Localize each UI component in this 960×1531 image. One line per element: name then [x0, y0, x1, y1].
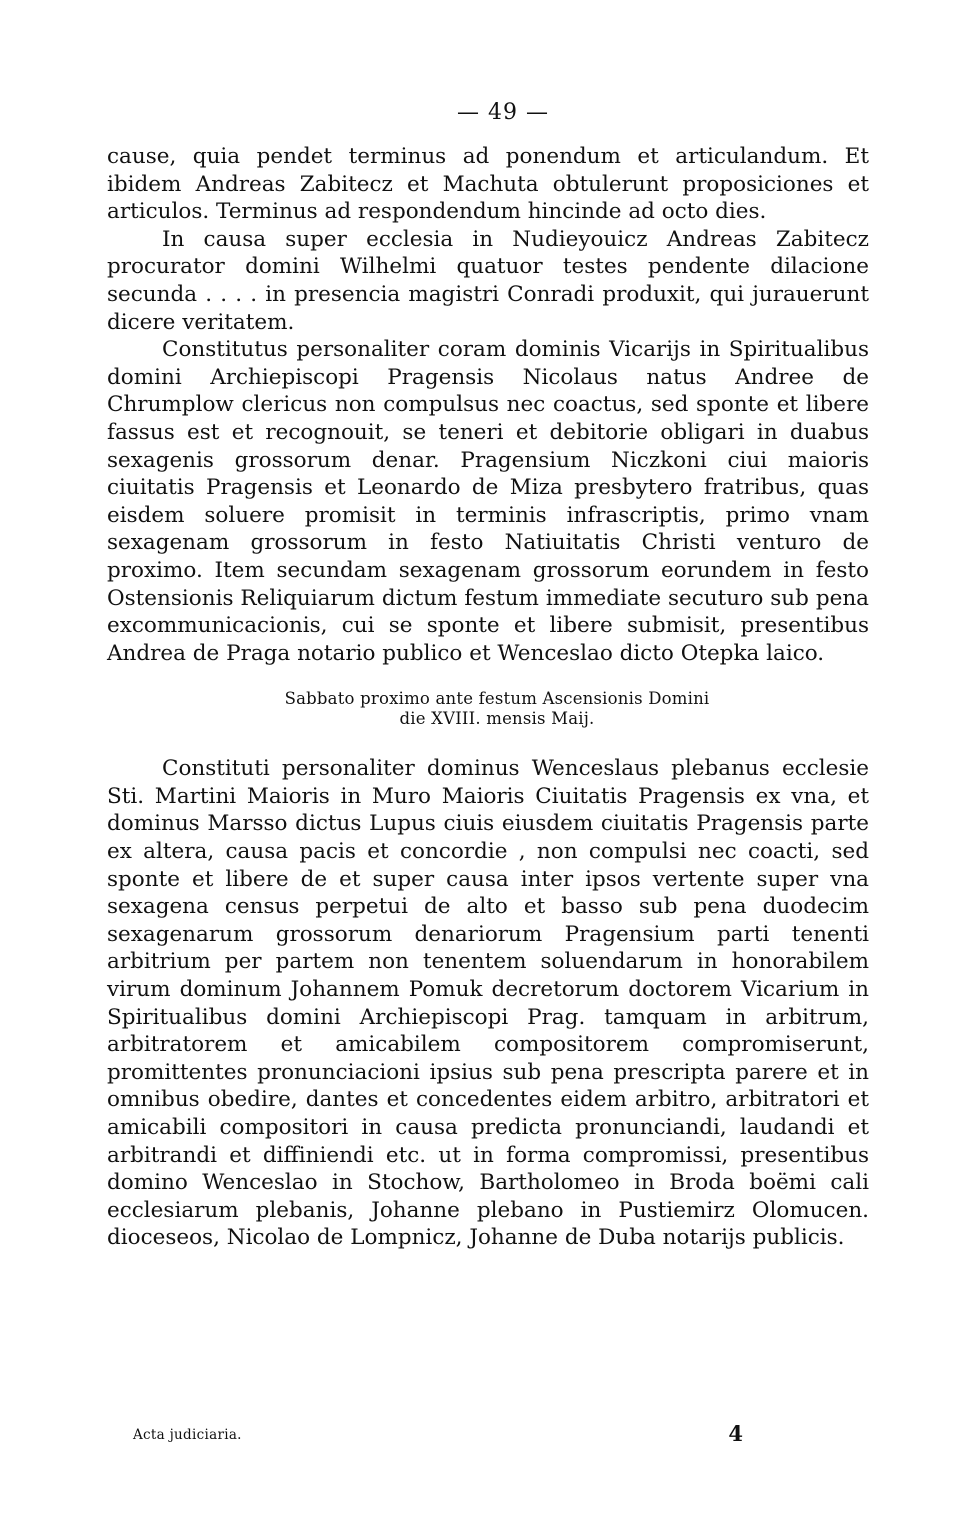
page-footer: [133, 1421, 743, 1447]
paragraph-constituti: Constituti personaliter dominus Wenceslaus plebanus ecclesie Sti. Martini Maioris in Muro Maioris Ciuitatis Pragensis ex vna, et dominus Marsso dictus Lupus ciuis eiusdem ciuitatis Pragensis parte ex altera, causa pacis et concordie , non compulsi nec coacti, sed sponte et libere de et super causa inter ipsos vertente super vna sexagena census perpetui de alto et basso sub pena duodecim sexagenarum grossorum denariorum Pragensium parti tenenti arbitrium per partem non tenentem soluendarum in honorabilem virum dominum Johannem Pomuk decretorum doctorem Vicarium in Spiritualibus domini Archiepiscopi Prag. tamquam in arbitrum, arbitratorem et amicabilem compositorem compromiserunt, promittentes pronunciacioni ipsius sub pena prescripta parere et in omnibus obedire, dantes et concedentes eidem arbitro, arbitratori et amicabili compositori in causa predicta pronunciandi, laudandi et arbitrandi et diffiniendi etc. ut in forma compromissi, presentibus domino Wenceslao in Stochow, Bartholomeo in Broda boëmi cali ecclesiarum plebanis, Johanne plebano in Pustiemirz Olomucen. dioceseos, Nicolao de Lompnicz, Johanne de Duba notarijs publicis.: [107, 756, 869, 1251]
section-heading-line1: Sabbato proximo ante festum Ascensionis Domini: [284, 689, 710, 709]
page-number: — 49 —: [457, 100, 549, 125]
paragraph-constitutus: Constitutus personaliter coram dominis Vicarijs in Spiritualibus domini Archiepiscopi Pragensis Nicolaus natus Andree de Chrumplow clericus non compulsus nec coactus, sed sponte et libere fassus est et recognouit, se teneri et debitorie obligari in duabus sexagenis grossorum denar. Pragensium Niczkoni ciui maioris ciuitatis Pragensis et Leonardo de Miza presbytero fratribus, quas eisdem soluere promisit in terminis infrascriptis, primo vnam sexagenam grossorum in festo Natiuitatis Christi venturo de proximo. Item secundam sexagenam grossorum eorundem in festo Ostensionis Reliquiarum dictum festum immediate secuturo sub pena excommunicacionis, cui se sponte et libere submisit, presentibus Andrea de Praga notario publico et Wenceslao dicto Otepka laico.: [107, 337, 869, 666]
signature-mark-left: Acta judiciaria.: [133, 1427, 242, 1443]
signature-number: 4: [728, 1421, 743, 1446]
section-heading: [107, 689, 869, 729]
paragraph-nudieyouicz: In causa super ecclesia in Nudieyouicz Andreas Zabitecz procurator domini Wilhelmi quatuor testes pendente dilacione secunda . . . . in presencia magistri Conradi produxit, qui jurauerunt dicere veritatem.: [107, 226, 869, 335]
paragraph-continuation: cause, quia pendet terminus ad ponendum et articulandum. Et ibidem Andreas Zabitecz et Machuta obtulerunt proposiciones et articulos. Terminus ad respondendum hincinde ad octo dies.: [107, 144, 869, 225]
document-page: [107, 100, 869, 1252]
section-heading-line2: die XVIII. mensis Maij.: [399, 709, 595, 729]
